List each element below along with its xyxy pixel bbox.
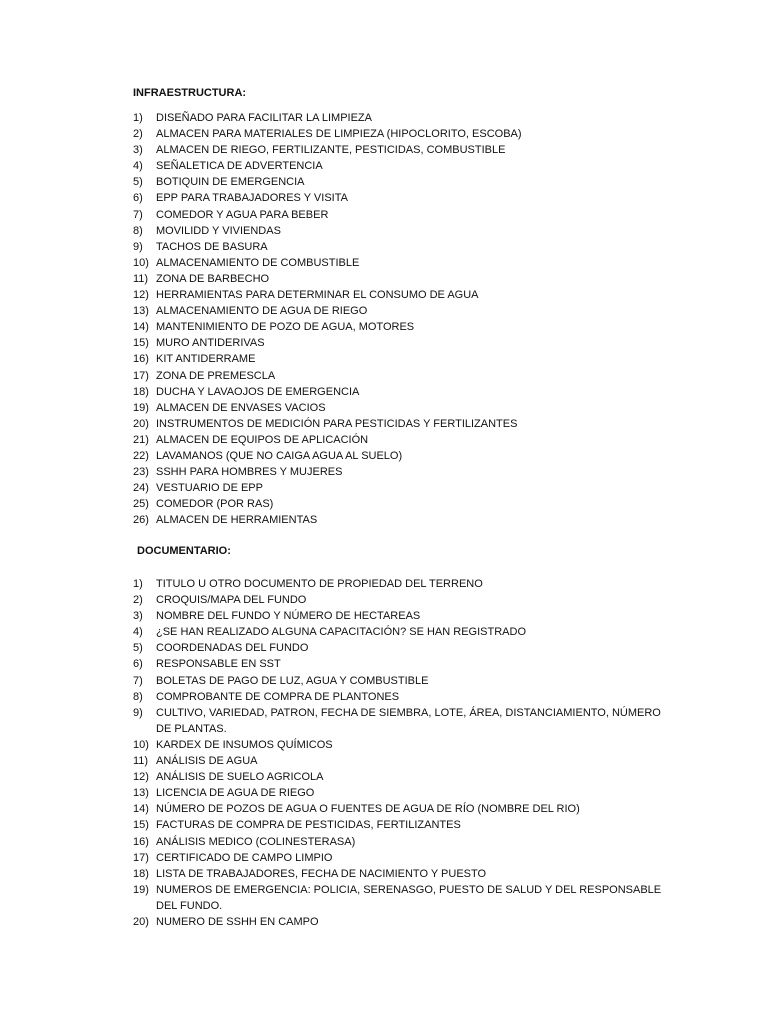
item-number: 6) [133,658,143,671]
list-item [133,239,663,255]
item-number: 20) [133,417,149,430]
list-item [133,190,663,206]
item-text: LISTA DE TRABAJADORES, FECHA DE NACIMIENTO Y PUESTO [156,867,487,880]
list-item [133,608,663,624]
item-text: ALMACEN DE EQUIPOS DE APLICACIÓN [156,433,369,446]
item-number: 6) [133,192,143,205]
item-text: INSTRUMENTOS DE MEDICIÓN PARA PESTICIDAS Y FERTILIZANTES [156,417,518,430]
list-item [133,914,663,930]
item-text: ALMACEN PARA MATERIALES DE LIMPIEZA (HIPOCLORITO, ESCOBA) [156,128,522,141]
item-text: LICENCIA DE AGUA DE RIEGO [156,787,315,800]
list-item [133,255,663,271]
infraestructura-list [133,110,663,528]
item-text: CULTIVO, VARIEDAD, PATRON, FECHA DE SIEMBRA, LOTE, ÁREA, DISTANCIAMIENTO, NÚMERO DE PLANTAS. [156,706,661,735]
list-item [133,640,663,656]
list-item [133,448,663,464]
item-number: 19) [133,883,149,896]
item-number: 26) [133,514,149,527]
item-number: 20) [133,915,149,928]
list-item [133,866,663,882]
list-item [133,769,663,785]
item-text: KARDEX DE INSUMOS QUÍMICOS [156,738,333,751]
infraestructura-heading: INFRAESTRUCTURA: [133,87,247,99]
list-item [133,496,663,512]
item-text: TITULO U OTRO DOCUMENTO DE PROPIEDAD DEL TERRENO [156,578,483,590]
item-number: 1) [133,578,143,590]
list-item [133,817,663,833]
item-number: 13) [133,305,149,318]
item-number: 16) [133,835,149,848]
item-number: 5) [133,176,143,189]
item-text: NUMEROS DE EMERGENCIA: POLICIA, SERENASGO, PUESTO DE SALUD Y DEL RESPONSABLE DEL FUNDO. [156,883,662,912]
item-text: CROQUIS/MAPA DEL FUNDO [156,594,307,607]
item-text: DISEÑADO PARA FACILITAR LA LIMPIEZA [156,112,372,124]
list-item [133,673,663,689]
list-item [133,801,663,817]
list-item [133,223,663,239]
item-text: ALMACEN DE HERRAMIENTAS [156,514,318,527]
item-text: FACTURAS DE COMPRA DE PESTICIDAS, FERTILIZANTES [156,819,461,832]
item-text: BOLETAS DE PAGO DE LUZ, AGUA Y COMBUSTIBLE [156,674,429,687]
item-number: 23) [133,466,149,479]
item-text: MURO ANTIDERIVAS [156,337,265,350]
item-text: CERTIFICADO DE CAMPO LIMPIO [156,851,333,864]
item-number: 2) [133,594,143,607]
item-number: 17) [133,369,149,382]
item-number: 10) [133,256,149,269]
list-item [133,207,663,223]
item-number: 12) [133,289,149,302]
item-text: NUMERO DE SSHH EN CAMPO [156,915,319,928]
item-text: ANÁLISIS DE AGUA [156,755,258,768]
item-number: 19) [133,401,149,414]
item-number: 1) [133,112,143,124]
list-item [133,303,663,319]
item-number: 7) [133,208,143,221]
item-number: 8) [133,690,143,703]
item-text: ANÁLISIS DE SUELO AGRICOLA [156,771,324,784]
list-item [133,480,663,496]
item-number: 4) [133,160,143,173]
list-item [133,384,663,400]
item-text: SEÑALETICA DE ADVERTENCIA [156,160,323,173]
item-number: 8) [133,224,143,237]
list-item [133,592,663,608]
item-number: 18) [133,385,149,398]
list-item [133,416,663,432]
list-item [133,351,663,367]
list-item [133,126,663,142]
item-text: LAVAMANOS (QUE NO CAIGA AGUA AL SUELO) [156,449,403,462]
list-item [133,689,663,705]
documentario-heading: DOCUMENTARIO: [137,545,231,557]
list-item [133,287,663,303]
item-text: COMEDOR (POR RAS) [156,498,274,511]
item-text: VESTUARIO DE EPP [156,482,263,495]
item-number: 10) [133,738,149,751]
list-item [133,882,663,914]
list-item [133,158,663,174]
item-number: 15) [133,337,149,350]
item-text: COMPROBANTE DE COMPRA DE PLANTONES [156,690,400,703]
list-item [133,174,663,190]
item-text: ALMACEN DE RIEGO, FERTILIZANTE, PESTICIDAS, COMBUSTIBLE [156,144,506,157]
item-text: ANÁLISIS MEDICO (COLINESTERASA) [156,835,356,848]
item-number: 21) [133,433,149,446]
list-item [133,335,663,351]
item-text: COORDENADAS DEL FUNDO [156,642,309,655]
item-number: 5) [133,642,143,655]
item-text: EPP PARA TRABAJADORES Y VISITA [156,192,348,205]
item-text: ZONA DE PREMESCLA [156,369,276,382]
list-item [133,834,663,850]
list-item [133,753,663,769]
item-number: 7) [133,674,143,687]
item-number: 11) [133,755,149,768]
item-number: 14) [133,321,149,334]
item-text: ¿SE HAN REALIZADO ALGUNA CAPACITACIÓN? SE HAN REGISTRADO [156,626,527,639]
item-text: TACHOS DE BASURA [156,240,268,253]
list-item [133,464,663,480]
list-item [133,656,663,672]
item-text: MOVILIDD Y VIVIENDAS [156,224,281,237]
item-text: ALMACENAMIENTO DE COMBUSTIBLE [156,256,360,269]
item-number: 14) [133,803,149,816]
list-item [133,785,663,801]
item-number: 2) [133,128,143,141]
item-text: COMEDOR Y AGUA PARA BEBER [156,208,329,221]
item-number: 22) [133,449,149,462]
list-item [133,400,663,416]
item-number: 3) [133,610,143,623]
item-number: 25) [133,498,149,511]
item-number: 15) [133,819,149,832]
item-number: 4) [133,626,143,639]
item-text: NÚMERO DE POZOS DE AGUA O FUENTES DE AGUA DE RÍO (NOMBRE DEL RIO) [156,803,580,816]
list-item [133,576,663,592]
list-item [133,319,663,335]
list-item [133,705,663,737]
item-number: 17) [133,851,149,864]
item-number: 3) [133,144,143,157]
list-item [133,512,663,528]
item-number: 9) [133,706,143,719]
item-text: DUCHA Y LAVAOJOS DE EMERGENCIA [156,385,360,398]
item-text: ALMACEN DE ENVASES VACIOS [156,401,326,414]
list-item [133,432,663,448]
list-item [133,368,663,384]
item-number: 16) [133,353,149,366]
list-item [133,142,663,158]
item-number: 18) [133,867,149,880]
documentario-list [133,576,663,930]
item-text: KIT ANTIDERRAME [156,353,256,366]
item-text: HERRAMIENTAS PARA DETERMINAR EL CONSUMO DE AGUA [156,289,479,302]
item-number: 12) [133,771,149,784]
list-item [133,850,663,866]
item-text: MANTENIMIENTO DE POZO DE AGUA, MOTORES [156,321,415,334]
list-item [133,737,663,753]
item-text: BOTIQUIN DE EMERGENCIA [156,176,305,189]
list-item [133,110,663,126]
item-number: 24) [133,482,149,495]
item-text: SSHH PARA HOMBRES Y MUJERES [156,466,343,479]
item-text: ALMACENAMIENTO DE AGUA DE RIEGO [156,305,368,318]
item-number: 9) [133,240,143,253]
item-text: NOMBRE DEL FUNDO Y NÚMERO DE HECTAREAS [156,610,421,623]
item-number: 13) [133,787,149,800]
item-number: 11) [133,272,149,285]
item-text: RESPONSABLE EN SST [156,658,281,671]
list-item [133,271,663,287]
item-text: ZONA DE BARBECHO [156,272,270,285]
list-item [133,624,663,640]
